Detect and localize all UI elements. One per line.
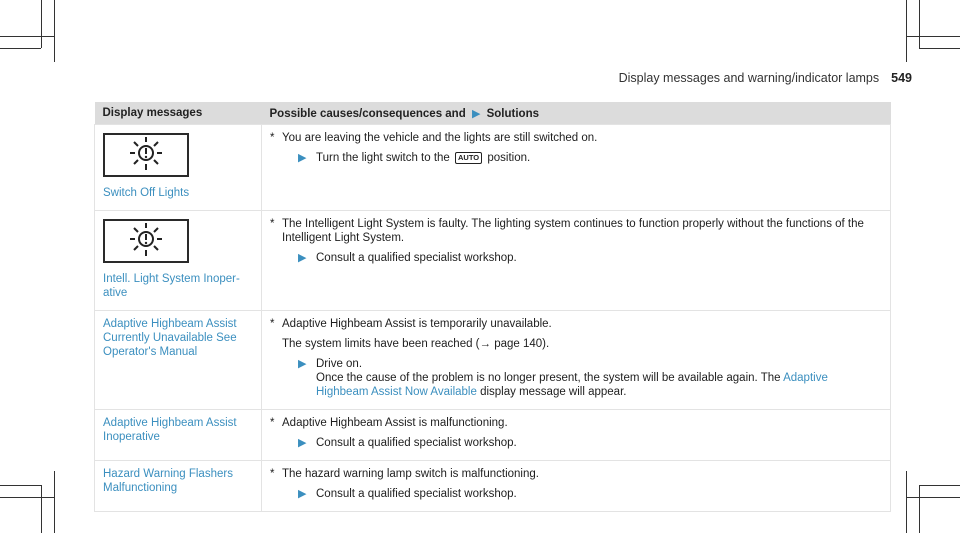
solution-step	[298, 487, 882, 501]
crop-mark	[906, 36, 960, 37]
auto-badge-icon: AUTO	[455, 152, 482, 164]
crop-mark	[906, 0, 907, 62]
column-header-causes	[262, 102, 891, 125]
message-cell	[95, 211, 262, 311]
crop-mark	[919, 485, 960, 486]
crop-mark	[41, 0, 42, 48]
cause-item	[270, 217, 882, 245]
step-arrow-icon: ▶	[471, 107, 481, 120]
step-text	[316, 151, 530, 165]
solution-step	[298, 436, 882, 450]
crop-mark	[919, 48, 960, 49]
step-text-part: Turn the light switch to the	[316, 152, 450, 164]
step-text: Consult a qualified specialist workshop.	[316, 488, 517, 500]
solution-cell	[262, 125, 891, 211]
step-text	[316, 357, 882, 399]
step-title: Drive on.	[316, 358, 363, 370]
column-header-messages: Display messages	[95, 102, 262, 125]
table-row	[95, 410, 891, 461]
cause-text: Adaptive Highbeam Assist is malfunctioning.	[282, 417, 508, 429]
cause-item	[270, 416, 882, 430]
display-message: Switch Off Lights	[103, 187, 190, 199]
step-arrow-icon: ▶	[298, 252, 307, 264]
cause-item	[270, 317, 882, 331]
display-message: Hazard Warning Flashers Malfunctioning	[103, 468, 233, 494]
step-text-part: position.	[487, 152, 531, 164]
cause-note: The system limits have been reached (→ page 140).	[282, 338, 550, 350]
crop-mark	[906, 471, 907, 533]
solution-step	[298, 151, 882, 165]
crop-mark	[0, 485, 41, 486]
crop-mark	[906, 497, 960, 498]
cause-item	[270, 131, 882, 145]
step-text: Consult a qualified specialist workshop.	[316, 437, 517, 449]
crop-mark	[0, 36, 54, 37]
cause-item	[270, 467, 882, 481]
cause-text: The Intelligent Light System is faulty. The lighting system continues to function properly without the functions of the Intelligent Light System.	[282, 218, 864, 244]
solution-cell	[262, 211, 891, 311]
message-cell	[95, 125, 262, 211]
solution-cell	[262, 311, 891, 410]
column-header-causes-label: Possible causes/consequences and	[269, 107, 466, 120]
light-warning-icon	[103, 133, 189, 177]
crop-mark	[919, 0, 920, 48]
table-row	[95, 125, 891, 211]
message-cell	[95, 461, 262, 512]
cause-text: Adaptive Highbeam Assist is temporarily unavailable.	[282, 318, 552, 330]
solution-step	[298, 357, 882, 399]
display-message: Intell. Light System Inoper-ative	[103, 273, 240, 299]
bullet: *	[270, 468, 275, 480]
crop-mark	[0, 48, 41, 49]
bullet: *	[270, 318, 275, 330]
step-text-part: Once the cause of the problem is no longer present, the system will be available again. The	[316, 372, 781, 384]
step-text-part: display message will appear.	[480, 386, 627, 398]
step-text: Consult a qualified specialist workshop.	[316, 252, 517, 264]
page-number: 549	[891, 71, 912, 85]
bullet: *	[270, 218, 275, 230]
step-arrow-icon: ▶	[298, 437, 307, 449]
crop-mark	[919, 485, 920, 533]
message-cell	[95, 410, 262, 461]
light-warning-icon	[103, 219, 189, 263]
table-row	[95, 311, 891, 410]
bullet: *	[270, 132, 275, 144]
bullet: *	[270, 417, 275, 429]
column-header-solutions-label: Solutions	[486, 107, 539, 120]
display-message-link: Adaptive Highbeam Assist Now Available	[316, 372, 828, 398]
message-cell	[95, 311, 262, 410]
section-title: Display messages and warning/indicator lamps	[618, 71, 880, 85]
step-arrow-icon: ▶	[298, 488, 307, 500]
crop-mark	[54, 471, 55, 533]
cause-text: You are leaving the vehicle and the lights are still switched on.	[282, 132, 598, 144]
display-message: Adaptive Highbeam Assist Inoperative	[103, 417, 237, 443]
crop-mark	[54, 0, 55, 62]
step-arrow-icon: ▶	[298, 152, 307, 164]
display-message: Adaptive Highbeam Assist Currently Unavailable See Operator's Manual	[103, 318, 237, 358]
crop-mark	[0, 497, 54, 498]
table-row	[95, 461, 891, 512]
table-row	[95, 211, 891, 311]
crop-mark	[41, 485, 42, 533]
running-header	[619, 71, 912, 85]
step-arrow-icon: ▶	[298, 358, 307, 370]
solution-step	[298, 251, 882, 265]
table-header-row	[95, 102, 891, 125]
solution-cell	[262, 410, 891, 461]
display-messages-table	[94, 102, 891, 512]
solution-cell	[262, 461, 891, 512]
cause-text: The hazard warning lamp switch is malfunctioning.	[282, 468, 539, 480]
